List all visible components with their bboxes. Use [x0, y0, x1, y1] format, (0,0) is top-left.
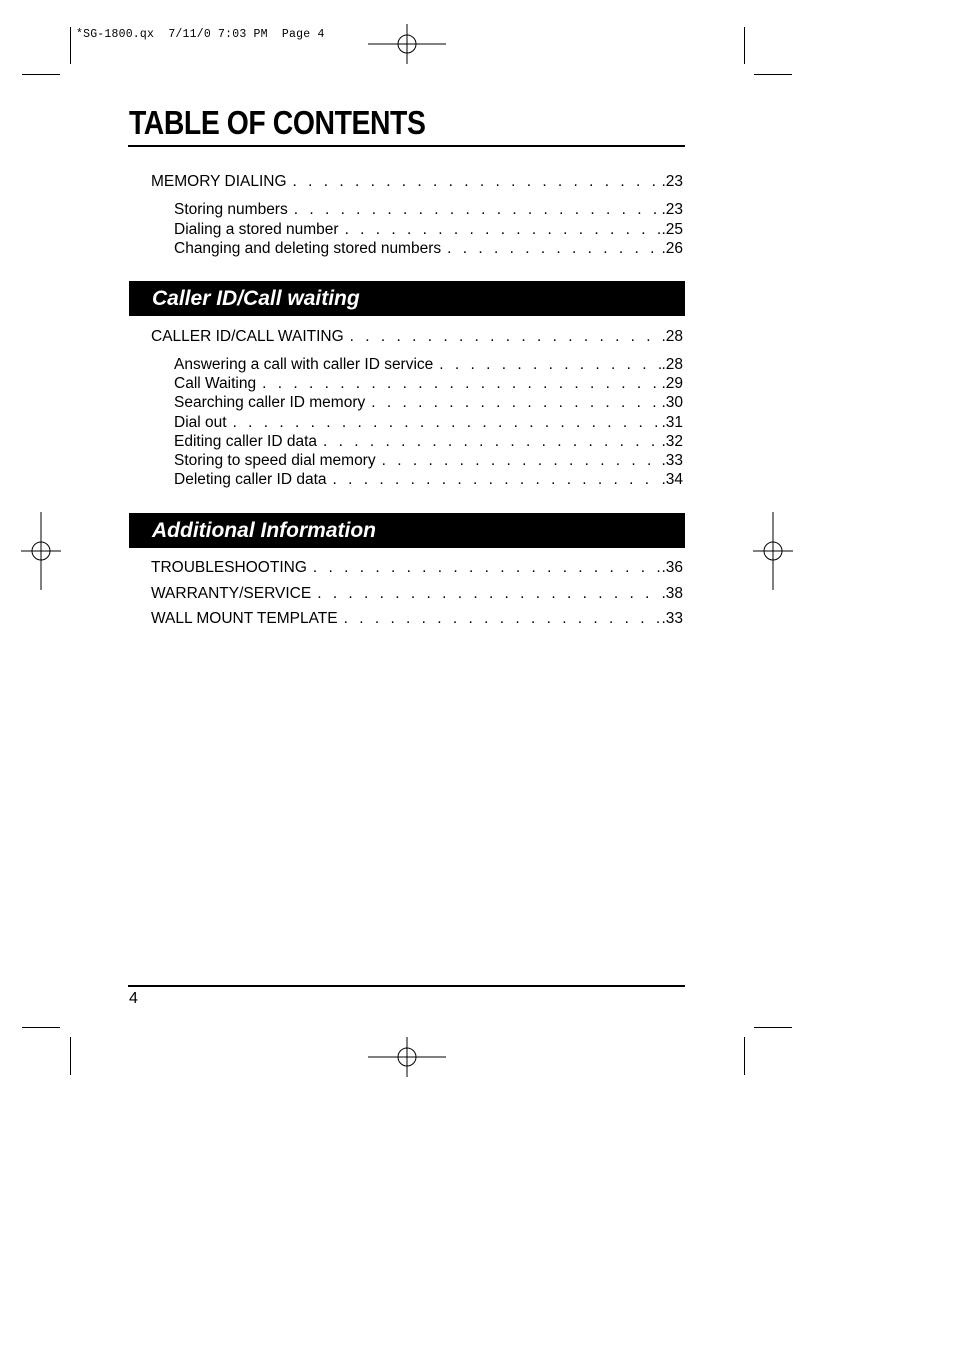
- toc-page-number: .28: [661, 356, 683, 373]
- registration-mark-icon: [753, 512, 793, 590]
- toc-page-number: .31: [661, 414, 683, 431]
- registration-mark-icon: [368, 1037, 446, 1077]
- leader-dots: [439, 355, 661, 374]
- toc-entry-label: Dial out: [174, 414, 227, 431]
- toc-entry-label: CALLER ID/CALL WAITING: [151, 328, 344, 345]
- leader-dots: [345, 220, 662, 239]
- toc-entry-call-waiting[interactable]: [174, 374, 683, 393]
- section-heading-additional-info: Additional Information: [129, 513, 685, 548]
- toc-entry-searching-memory[interactable]: [174, 393, 683, 412]
- toc-entry-label: Answering a call with caller ID service: [174, 356, 434, 373]
- crop-mark: [754, 74, 792, 75]
- leader-dots: [350, 327, 662, 346]
- toc-entry-label: Deleting caller ID data: [174, 471, 327, 488]
- toc-entry-label: TROUBLESHOOTING: [151, 559, 307, 576]
- toc-entry-label: Searching caller ID memory: [174, 394, 366, 411]
- toc-entry-deleting-data[interactable]: [174, 470, 683, 489]
- crop-mark: [70, 1037, 71, 1075]
- toc-entry-answering-call[interactable]: [174, 355, 683, 374]
- toc-page-number: .33: [661, 610, 683, 627]
- toc-page-number: .28: [661, 328, 683, 345]
- crop-mark: [744, 1037, 745, 1075]
- crop-mark: [70, 27, 71, 64]
- toc-entry-wall-mount-template[interactable]: [151, 609, 683, 628]
- leader-dots: [262, 374, 661, 393]
- toc-page-number: .25: [661, 221, 683, 238]
- toc-entry-memory-dialing[interactable]: [151, 172, 683, 191]
- leader-dots: [447, 239, 661, 258]
- toc-entry-caller-id-call-waiting[interactable]: [151, 327, 683, 346]
- leader-dots: [382, 451, 662, 470]
- leader-dots: [317, 584, 661, 603]
- registration-mark-icon: [21, 512, 61, 590]
- toc-page-number: .38: [661, 585, 683, 602]
- toc-entry-changing-deleting[interactable]: [174, 239, 683, 258]
- leader-dots: [371, 393, 661, 412]
- toc-entry-label: Call Waiting: [174, 375, 257, 392]
- crop-mark: [22, 1027, 60, 1028]
- toc-page-number: .23: [661, 201, 683, 218]
- toc-entry-label: Storing to speed dial memory: [174, 452, 376, 469]
- leader-dots: [233, 413, 662, 432]
- toc-page-number: .29: [661, 375, 683, 392]
- toc-page-number: .26: [661, 240, 683, 257]
- toc-entry-dial-out[interactable]: [174, 413, 683, 432]
- toc-entry-label: Storing numbers: [174, 201, 288, 218]
- footer-rule: [128, 985, 685, 987]
- toc-page-number: .33: [661, 452, 683, 469]
- toc-entry-label: Editing caller ID data: [174, 433, 318, 450]
- title-rule: [128, 145, 685, 147]
- leader-dots: [344, 609, 662, 628]
- toc-entry-label: Dialing a stored number: [174, 221, 339, 238]
- leader-dots: [294, 200, 662, 219]
- toc-entry-storing-speed-dial[interactable]: [174, 451, 683, 470]
- toc-page-number: .34: [661, 471, 683, 488]
- toc-page-number: .32: [661, 433, 683, 450]
- leader-dots: [313, 558, 662, 577]
- toc-page-number: .23: [661, 173, 683, 190]
- toc-entry-troubleshooting[interactable]: [151, 558, 683, 577]
- printer-slug: *SG-1800.qx 7/11/0 7:03 PM Page 4: [76, 28, 325, 41]
- leader-dots: [333, 470, 662, 489]
- toc-page-number: .30: [661, 394, 683, 411]
- crop-mark: [22, 74, 60, 75]
- registration-mark-icon: [368, 24, 446, 64]
- toc-entry-label: MEMORY DIALING: [151, 173, 287, 190]
- toc-entry-editing-data[interactable]: [174, 432, 683, 451]
- leader-dots: [323, 432, 661, 451]
- toc-entry-label: WALL MOUNT TEMPLATE: [151, 610, 338, 627]
- toc-page-number: .36: [661, 559, 683, 576]
- toc-entry-dialing-stored-number[interactable]: [174, 220, 683, 239]
- toc-entry-label: Changing and deleting stored numbers: [174, 240, 442, 257]
- toc-entry-label: WARRANTY/SERVICE: [151, 585, 312, 602]
- section-heading-caller-id: Caller ID/Call waiting: [129, 281, 685, 316]
- crop-mark: [754, 1027, 792, 1028]
- crop-mark: [744, 27, 745, 64]
- toc-entry-warranty-service[interactable]: [151, 584, 683, 603]
- page-number: 4: [129, 990, 138, 1007]
- leader-dots: [293, 172, 662, 191]
- toc-entry-storing-numbers[interactable]: [174, 200, 683, 219]
- page-title: TABLE OF CONTENTS: [129, 104, 426, 141]
